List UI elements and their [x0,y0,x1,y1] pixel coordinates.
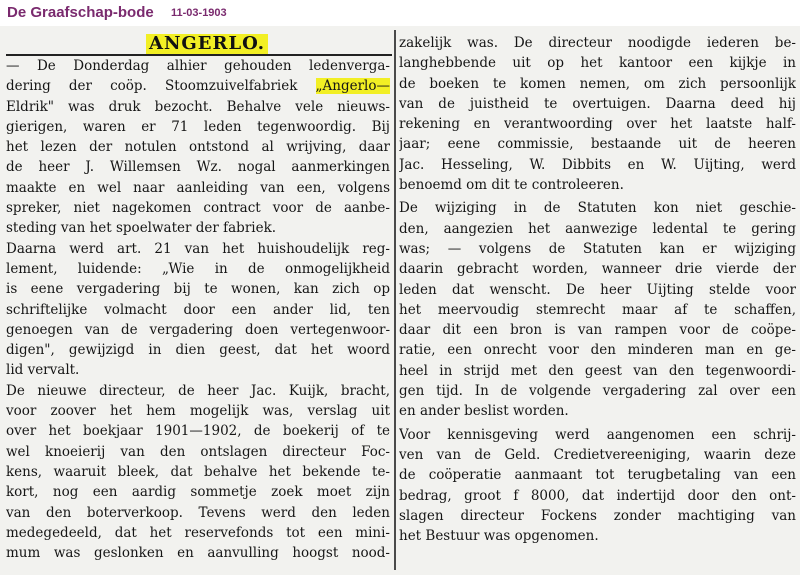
text-line: kort, nog een aardig sommetje zoek moet zijn [6,484,390,501]
text-line: rekening en verantwoording over het laatste half- [399,116,796,133]
column-divider [394,30,396,570]
text-line: kens, waaruit bleek, dat behalve het bekende te- [6,463,390,480]
text-line: jaar; eene commissie, bestaande uit de heeren [399,136,796,153]
text-line: den, aangezien het aanwezige ledental te gering [399,220,796,237]
text-line: voor zoover het hem mogelijk was, verslag uit [6,403,390,420]
newspaper-name: De Graafschap-bode [7,4,154,21]
text-line: — De Donderdag alhier gehouden ledenverga- [6,58,390,74]
text-line: gen tijd. In de volgende vergadering zal over een [399,383,796,400]
text-line: lement, luidende: „Wie in de onmogelijkheid [6,260,390,277]
text-line: spreker, niet nagekomen contract voor de aanbe- [6,200,390,217]
text-line: genoegen van de vergadering doen vertegenwoor- [6,321,390,338]
text-line [6,76,390,96]
text-line: medegedeeld, dat het reservefonds tot een mini- [6,524,390,541]
text-line: het lezen der notulen ontstond al wrijving, daar [6,139,390,156]
text-line: schriftelijke volmacht door een ander lid, ten [6,301,390,318]
text-line: lid vervalt. [6,362,80,379]
text-line: bedrag, groot f 8000, dat indertijd door den ont- [399,487,796,504]
text-line: leden dat wenscht. De heer Uijting stelde voor [399,281,796,298]
masthead [0,0,800,26]
text-line: maakte en wel naar aanleiding van een, volgens [6,179,390,196]
text-line: is eene vergadering bij te wonen, kan zich op [6,281,390,298]
publication-date: 11-03-1903 [171,7,227,19]
text-line: ven van de Geld. Credietvereeniging, waarin deze [399,446,796,463]
text-line: mum was geslonken en aanvulling hoogst nood- [6,545,390,562]
text-line: De nieuwe directeur, de heer Jac. Kuijk, bracht, [6,382,390,399]
article-column-right [399,33,796,546]
text-line: daarin gebracht worden, wanneer drie vierde der [399,261,796,278]
text-line: wel knoeierij van den ontslagen directeur Foc- [6,443,390,460]
text-line: Daarna werd art. 21 van het huishoudelijk reg- [6,240,390,257]
article-headline-wrap [146,34,268,54]
text-line: langhebbende uit op het kantoor een kijkje in [399,55,796,72]
text-line: Voor kennisgeving werd aangenomen een schrij- [399,426,796,443]
text-line: was; — volgens de Statuten kan er wijziging [399,240,796,257]
article-column-left [6,56,390,563]
text-line: zakelijk was. De directeur noodigde iederen be- [399,35,796,51]
text-line: De wijziging in de Statuten kon niet geschie- [399,200,796,217]
text-line: de coöperatie aanmaant tot terugbetaling van een [399,467,796,484]
text-line: benoemd om dit te controleeren. [399,177,624,194]
article-headline: ANGERLO. [146,34,268,54]
text-line: Eldrik" was druk bezocht. Behalve vele nieuws- [6,98,390,115]
text-line: daar dit een bron is van rampen voor de coöpe- [399,322,796,339]
text-line: van de juistheid te overtuigen. Daarna deed hij [399,95,796,112]
text-line: slagen directeur Fockens zonder machtiging van [399,507,796,524]
text-line: de boeken te komen nemen, om zich persoonlijk [399,75,796,92]
text-line: het meervoudig stemrecht maar af te schaffen, [399,301,796,318]
text-line: het Bestuur was opgenomen. [399,528,599,545]
text-line: gierigen, waren er 71 leden tegenwoordig. Bij [6,118,390,135]
text-run: dering der coöp. Stoomzuivelfabriek [6,78,316,95]
text-line: digen", gewijzigd in dien geest, dat het woord [6,342,390,359]
text-line: van den boterverkoop. Tevens werd den leden [6,504,390,521]
text-line: steding van het spoelwater der fabriek. [6,220,277,237]
text-line: over het boekjaar 1901—1902, de boekerij of te [6,423,390,440]
text-line: Jac. Hesseling, W. Dibbits en W. Uijting, werd [399,156,796,173]
text-line: ratie, een onrecht voor den minderen man en ge- [399,342,796,359]
text-line: en ander beslist worden. [399,403,569,420]
text-line: de heer J. Willemsen Wz. nogal aanmerkingen [6,159,390,176]
highlighted-text: „Angerlo— [315,78,390,95]
text-line: heel in strijd met den geest van den tegenwoordi- [399,362,796,379]
